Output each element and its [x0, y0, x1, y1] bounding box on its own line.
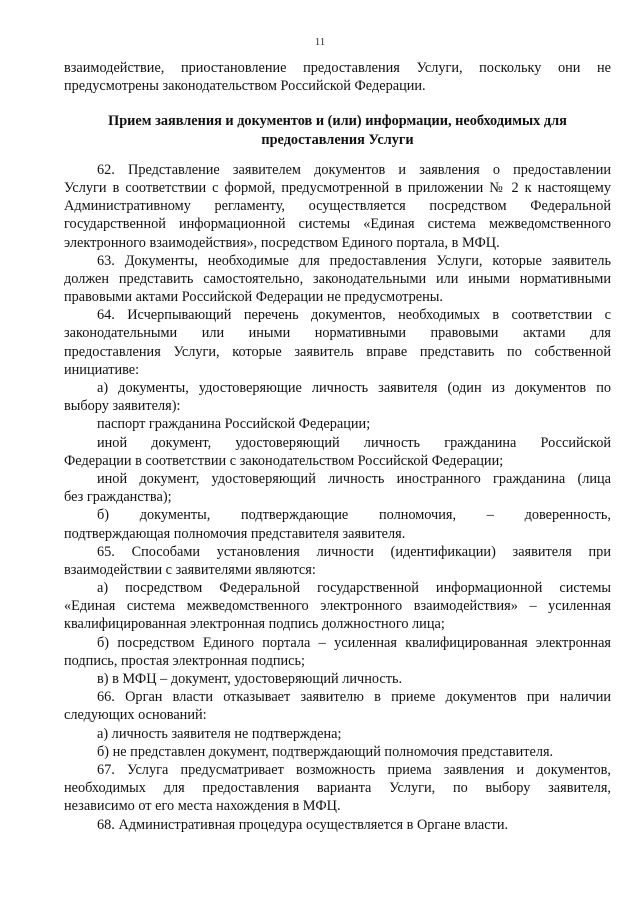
text-line: следующих оснований:: [64, 707, 207, 724]
section-heading: предоставления Услуги: [261, 131, 414, 148]
text-line: а) личность заявителя не подтверждена;: [97, 725, 342, 742]
text-line: Административному регламенту, осуществляется посредством Федеральной: [64, 198, 611, 215]
text-line: без гражданства);: [64, 489, 172, 506]
text-line: б) посредством Единого портала – усиленная квалифицированная электронная: [97, 634, 611, 651]
text-line: взаимодействии с заявителями являются:: [64, 561, 316, 578]
text-line: 63. Документы, необходимые для предоставления Услуги, которые заявитель: [97, 252, 611, 269]
text-line: иной документ, удостоверяющий личность иностранного гражданина (лица: [97, 470, 611, 487]
text-line: необходимых для предоставления варианта Услуги, по выбору заявителя,: [64, 780, 611, 797]
text-line: а) посредством Федеральной государственной информационной системы: [97, 580, 611, 597]
text-line: законодательными или иными нормативными правовыми актами для: [64, 325, 611, 342]
text-line: подпись, простая электронная подпись;: [64, 652, 305, 669]
text-line: «Единая система межведомственного электронного взаимодействия» – усиленная: [64, 598, 611, 615]
text-line: паспорт гражданина Российской Федерации;: [97, 416, 371, 433]
text-line: Федерации в соответствии с законодательством Российской Федерации;: [64, 452, 504, 469]
page-number: 11: [314, 36, 326, 48]
text-line: 62. Представление заявителем документов и заявления о предоставлении: [97, 161, 611, 178]
text-line: 67. Услуга предусматривает возможность приема заявления и документов,: [97, 761, 611, 778]
text-line: независимо от его места нахождения в МФЦ.: [64, 798, 341, 815]
page-content: [64, 59, 611, 834]
intro-line: предусмотрены законодательством Российской Федерации.: [64, 78, 426, 95]
text-line: государственной информационной системы «Единая система межведомственного: [64, 216, 611, 233]
text-line: в) в МФЦ – документ, удостоверяющий личность.: [97, 671, 403, 687]
text-line: Услуги в соответствии с формой, предусмотренной в приложении № 2 к настоящему: [64, 179, 611, 196]
text-line: инициативе:: [64, 361, 140, 378]
text-line: 65. Способами установления личности (идентификации) заявителя при: [97, 543, 611, 560]
intro-line: взаимодействие, приостановление предоставления Услуги, поскольку они не: [64, 60, 611, 76]
text-line: квалифицированная электронная подпись должностного лица;: [64, 616, 445, 633]
text-line: б) документы, подтверждающие полномочия, – доверенность,: [97, 507, 611, 524]
text-line: правовыми актами Российской Федерации не предусмотрены.: [64, 289, 443, 306]
spacer: [64, 95, 611, 112]
spacer: [64, 149, 611, 161]
text-line: б) не представлен документ, подтверждающий полномочия представителя.: [97, 743, 554, 760]
text-line: подтверждающая полномочия представителя заявителя.: [64, 525, 406, 542]
text-line: выбору заявителя):: [64, 398, 181, 415]
text-line: а) документы, удостоверяющие личность заявителя (один из документов по: [97, 380, 611, 396]
text-line: электронного взаимодействия», посредством Единого портала, в МФЦ.: [64, 234, 500, 251]
section-body: [64, 161, 611, 834]
text-line: должен представить самостоятельно, законодательными или иными нормативными: [64, 270, 611, 287]
section-heading: Прием заявления и документов и (или) информации, необходимых для: [108, 113, 567, 130]
text-line: 66. Орган власти отказывает заявителю в приеме документов при наличии: [97, 689, 611, 706]
text-line: иной документ, удостоверяющий личность гражданина Российской: [97, 434, 611, 451]
text-line: предоставления Услуги, которые заявитель вправе представить по собственной: [64, 343, 611, 360]
text-line: 68. Административная процедура осуществляется в Органе власти.: [97, 816, 509, 833]
text-line: 64. Исчерпывающий перечень документов, необходимых в соответствии с: [97, 307, 611, 324]
